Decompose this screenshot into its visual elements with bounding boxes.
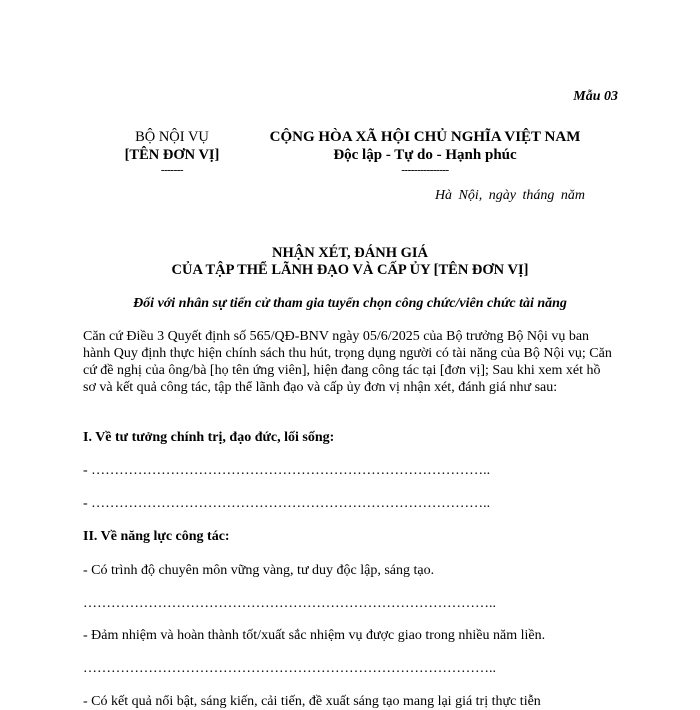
unit-name: [TÊN ĐƠN VỊ] [124, 147, 220, 163]
national-header [250, 128, 600, 176]
section-2-heading: II. Về năng lực công tác: [83, 529, 230, 544]
section-2-item-1: - Có trình độ chuyên môn vững vàng, tư duy độc lập, sáng tạo. [83, 563, 435, 578]
section-2-dots-1: …………………………………………………………………………….. [83, 596, 496, 611]
section-1-line-1: - ………………………………………………………………………….. [83, 463, 491, 478]
form-code: Mẫu 03 [573, 89, 618, 104]
section-1-heading: I. Về tư tưởng chính trị, đạo đức, lối sống: [83, 430, 335, 445]
ministry-name: BỘ NỘI VỤ [135, 129, 209, 145]
national-motto: Độc lập - Tự do - Hạnh phúc [333, 147, 517, 163]
section-2-dots-2: …………………………………………………………………………….. [83, 661, 496, 676]
place-date: Hà Nội, ngày tháng năm [434, 188, 585, 203]
motto-rule: --------------- [401, 164, 449, 176]
intro-paragraph: Căn cứ Điều 3 Quyết định số 565/QĐ-BNV ngày 05/6/2025 của Bộ trưởng Bộ Nội vụ ban hành Quy định thực hiện chính sách thu hút, trọng dụng người có tài năng của Bộ Nội vụ; Căn cứ đề nghị của ông/bà [họ tên ứng viên], hiện đang công tác tại [đơn vị]; Sau khi xem xét hồ sơ và kết quả công tác, tập thể lãnh đạo và cấp ủy đơn vị nhận xét, đánh giá như sau: [83, 329, 612, 395]
section-2-item-3: - Có kết quả nổi bật, sáng kiến, cải tiến, đề xuất sáng tạo mang lại giá trị thực tiễn [83, 694, 541, 709]
country-name: CỘNG HÒA XÃ HỘI CHỦ NGHĨA VIỆT NAM [269, 129, 581, 145]
agency-header [110, 128, 234, 176]
title-line-2: CỦA TẬP THỂ LÃNH ĐẠO VÀ CẤP ỦY [TÊN ĐƠN VỊ] [171, 262, 529, 278]
section-2-item-2: - Đảm nhiệm và hoàn thành tốt/xuất sắc nhiệm vụ được giao trong nhiều năm liền. [83, 628, 546, 643]
document-title [100, 245, 600, 279]
document-subtitle: Đối với nhân sự tiến cử tham gia tuyển chọn công chức/viên chức tài năng [133, 296, 567, 311]
title-line-1: NHẬN XÉT, ĐÁNH GIÁ [271, 245, 429, 261]
section-1-line-2: - ………………………………………………………………………….. [83, 496, 491, 511]
agency-rule: ------- [160, 164, 184, 176]
